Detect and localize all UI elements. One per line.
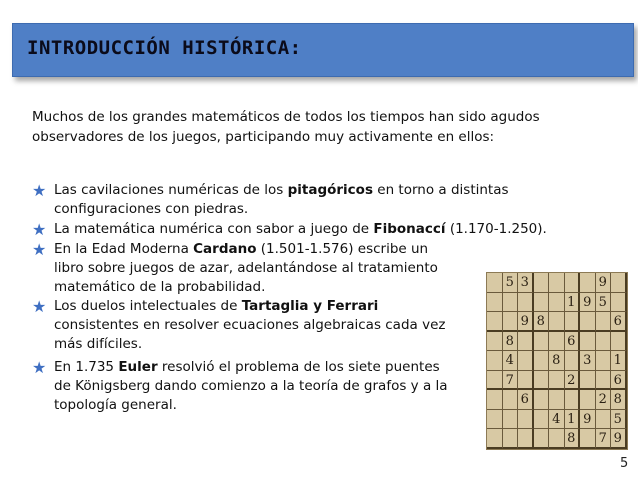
sudoku-cell: 9 [596,273,612,293]
sudoku-cell [534,351,550,371]
star-icon: ★ [32,181,47,200]
sudoku-cell [503,429,519,449]
sudoku-cell [580,332,596,352]
bullet-line: matemático de la probabilidad. [54,279,266,295]
bullet-line: La matemática numérica con sabor a juego de Fibonaccí (1.170-1.250). [54,221,547,237]
sudoku-cell [580,371,596,391]
sudoku-cell: 7 [596,429,612,449]
sudoku-cell [580,273,596,293]
sudoku-cell [534,293,550,313]
sudoku-cell: 1 [611,351,627,371]
sudoku-cell [487,293,503,313]
sudoku-cell: 8 [534,312,550,332]
sudoku-cell [611,273,627,293]
sudoku-cell [565,273,581,293]
sudoku-cell [487,390,503,410]
bullet-line: Las cavilaciones numéricas de los pitagóricos en torno a distintas [54,182,509,198]
star-icon: ★ [32,240,47,259]
star-icon: ★ [32,358,47,377]
sudoku-cell [518,351,534,371]
sudoku-cell: 8 [611,390,627,410]
sudoku-cell [580,429,596,449]
sudoku-cell: 9 [580,410,596,430]
bullet-pitagoricos [32,181,592,219]
sudoku-grid-image [486,272,628,450]
sudoku-cell: 5 [611,410,627,430]
bullet-line: más difíciles. [54,336,143,352]
sudoku-cell [549,429,565,449]
bullet-line: Los duelos intelectuales de Tartaglia y Ferrari [54,298,379,314]
sudoku-cell [503,293,519,313]
sudoku-cell [611,332,627,352]
sudoku-cell: 5 [503,273,519,293]
bullet-line: consistentes en resolver ecuaciones algebraicas cada vez [54,317,446,333]
intro-paragraph [32,107,612,147]
sudoku-cell: 2 [565,371,581,391]
sudoku-cell: 7 [503,371,519,391]
sudoku-cell [518,293,534,313]
sudoku-cell [503,410,519,430]
bullet-line: topología general. [54,397,177,413]
sudoku-cell: 3 [518,273,534,293]
bullet-line: En la Edad Moderna Cardano (1.501-1.576) escribe un [54,241,429,257]
bullet-line: de Königsberg dando comienzo a la teoría de grafos y a la [54,378,448,394]
star-icon: ★ [32,297,47,316]
intro-line-1: Muchos de los grandes matemáticos de todos los tiempos han sido agudos [32,109,540,125]
sudoku-cell [596,312,612,332]
sudoku-cell [565,351,581,371]
sudoku-cell [596,351,612,371]
sudoku-cell [487,273,503,293]
sudoku-cell: 4 [503,351,519,371]
sudoku-cell [534,429,550,449]
sudoku-cell: 6 [518,390,534,410]
star-icon: ★ [32,220,47,239]
sudoku-cell [549,332,565,352]
sudoku-cell: 1 [565,293,581,313]
title-banner [12,23,634,77]
sudoku-cell: 6 [611,371,627,391]
sudoku-cell [518,410,534,430]
sudoku-cell [534,371,550,391]
sudoku-cell: 8 [503,332,519,352]
slide-title: INTRODUCCIÓN HISTÓRICA: [27,37,302,59]
sudoku-cell [503,312,519,332]
sudoku-cell: 9 [611,429,627,449]
sudoku-cell [534,390,550,410]
bullet-line: En 1.735 Euler resolvió el problema de los siete puentes [54,359,440,375]
sudoku-cell [549,371,565,391]
sudoku-cell: 8 [565,429,581,449]
sudoku-cell: 5 [596,293,612,313]
sudoku-cell [503,390,519,410]
sudoku-cell: 9 [518,312,534,332]
sudoku-cell [518,371,534,391]
sudoku-cell: 9 [580,293,596,313]
sudoku-cell [611,293,627,313]
sudoku-cell [518,429,534,449]
sudoku-cell [596,410,612,430]
sudoku-cell [549,390,565,410]
sudoku-cell: 6 [565,332,581,352]
sudoku-cell [487,410,503,430]
sudoku-cell [565,312,581,332]
sudoku-cell [534,332,550,352]
sudoku-cell [549,293,565,313]
sudoku-cell: 4 [549,410,565,430]
intro-line-2: observadores de los juegos, participando muy activamente en ellos: [32,129,495,145]
sudoku-cell: 1 [565,410,581,430]
sudoku-cell [487,351,503,371]
sudoku-cell [487,312,503,332]
sudoku-cell [580,390,596,410]
sudoku-cell [534,273,550,293]
sudoku-cell [580,312,596,332]
bullet-fibonacci [32,220,592,239]
sudoku-cell: 8 [549,351,565,371]
page-number: 5 [620,456,629,471]
sudoku-cell: 6 [611,312,627,332]
bullet-line: configuraciones con piedras. [54,201,249,217]
sudoku-cell [487,371,503,391]
sudoku-cell [596,371,612,391]
sudoku-cell [534,410,550,430]
sudoku-cell [487,332,503,352]
bullet-line: libro sobre juegos de azar, adelantándose al tratamiento [54,260,438,276]
sudoku-cell [549,312,565,332]
sudoku-cell [487,429,503,449]
sudoku-cell [549,273,565,293]
sudoku-cell: 2 [596,390,612,410]
sudoku-cell: 3 [580,351,596,371]
sudoku-cell [596,332,612,352]
sudoku-cell [565,390,581,410]
sudoku-cell [518,332,534,352]
